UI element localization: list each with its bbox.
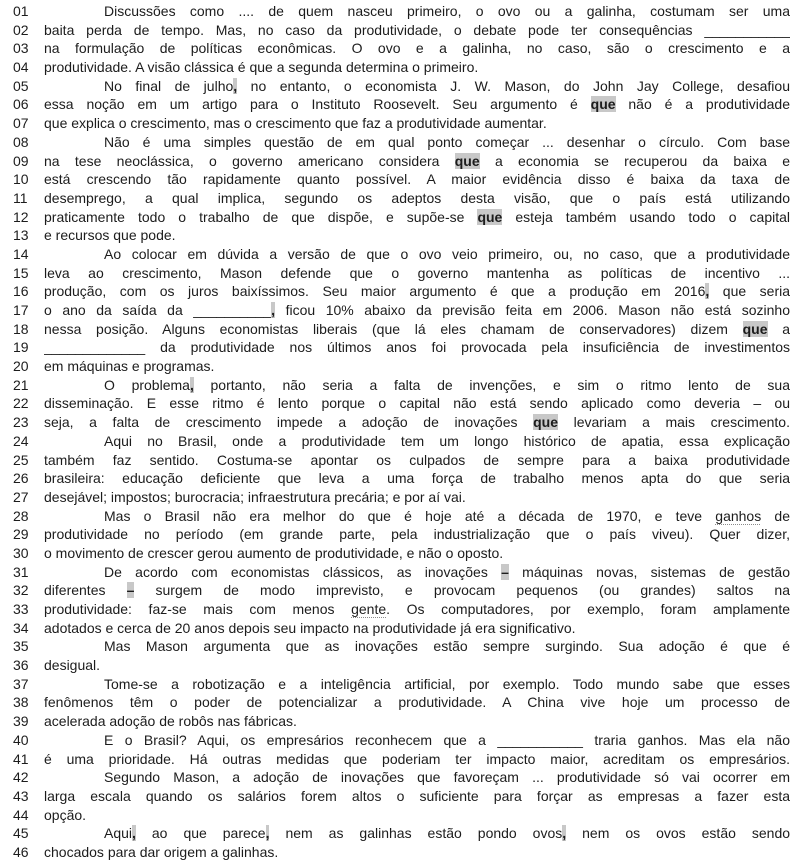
line-number: 21 (13, 376, 29, 393)
text-segment: também faz sentido. Costuma-se apontar os culpados de sempre para a baixa produtividade (44, 451, 790, 468)
line-number: 46 (13, 843, 29, 860)
line-text (44, 264, 790, 283)
text-line (0, 731, 790, 750)
line-number: 10 (13, 171, 29, 188)
text-segment: produtividade no período (em grande parte, pela industrialização que o país viveu). Quer dizer, (44, 526, 790, 543)
line-number: 19 (13, 339, 29, 356)
text-segment: portanto, não seria a falta de invenções, e sim o ritmo lento de sua (193, 376, 790, 393)
line-text (44, 637, 790, 656)
text-segment: a (767, 320, 790, 337)
line-text (44, 170, 790, 189)
line-text (44, 712, 790, 731)
text-segment: o ano da saída da __________ (44, 302, 272, 318)
text-segment: desejável; impostos; burocracia; infraestrutura precária; e por aí vai. (44, 488, 466, 505)
highlighted-word: que (454, 152, 480, 169)
text-line (0, 301, 790, 320)
line-number: 41 (13, 750, 29, 767)
line-number: 14 (13, 245, 29, 262)
text-segment: disseminação. E esse ritmo é lento porque o capital não está sendo aplicado como deveria – ou (44, 395, 790, 412)
line-number: 06 (13, 96, 29, 113)
line-text (44, 357, 790, 376)
text-line (0, 787, 790, 806)
highlighted-word: que (533, 414, 558, 431)
line-text (44, 619, 790, 638)
line-number: 09 (13, 152, 29, 169)
text-line (0, 563, 790, 582)
text-segment: produtividade: faz-se mais com menos (44, 601, 352, 617)
line-number: 22 (13, 395, 29, 412)
line-text (44, 806, 790, 825)
text-segment: nem as galinhas estão pondo ovos (269, 825, 563, 842)
text-segment: Ao colocar em dúvida a versão de que o ovo veio primeiro, ou, no caso, que a produtividade (104, 245, 790, 262)
line-text (44, 451, 790, 470)
text-line (0, 525, 790, 544)
text-segment: Aqui no Brasil, onde a produtividade tem um longo histórico de apatia, essa explicação (104, 432, 790, 449)
highlighted-word: , (271, 302, 276, 318)
text-line (0, 2, 790, 21)
dotted-underline-word: gente (351, 601, 387, 617)
text-segment: nem os ovos estão sendo (566, 825, 790, 842)
line-text (44, 469, 790, 488)
highlighted-word: , (562, 825, 567, 842)
line-text (44, 376, 790, 395)
text-segment: _____________ da produtividade nos últimos anos foi provocada pela insuficiência de investimentos (44, 339, 790, 356)
line-number: 08 (13, 133, 29, 150)
line-text (44, 282, 790, 301)
highlighted-word: – (126, 582, 135, 599)
line-number: 31 (13, 563, 29, 580)
text-line (0, 95, 790, 114)
text-segment: no entanto, o economista J. W. Mason, do John Jay College, desafiou (237, 77, 790, 94)
text-segment: é uma prioridade. Há outras medidas que poderiam ter impacto maior, acreditam os empresários. (44, 750, 790, 767)
text-segment: Segundo Mason, a adoção de inovações que favoreçam ... produtividade só vai ocorrer em (104, 769, 790, 786)
line-text (44, 39, 790, 58)
line-text (44, 245, 790, 264)
text-line (0, 600, 790, 619)
line-text (44, 189, 790, 208)
text-segment: E o Brasil? Aqui, os empresários reconhecem que a ___________ traria ganhos. Mas ela não (104, 731, 790, 748)
text-segment: produção, com os juros baixíssimos. Seu maior argumento é que a produção em 2016 (44, 283, 706, 300)
text-segment: leva ao crescimento, Mason defende que o governo mantenha as políticas de incentivo ... (44, 264, 790, 281)
highlighted-word: , (189, 376, 194, 393)
text-segment: que explica o crescimento, mas o crescimento que faz a produtividade aumentar. (44, 115, 547, 132)
line-number: 17 (13, 302, 29, 318)
line-number: 36 (13, 657, 29, 674)
highlighted-word: que (742, 320, 768, 337)
text-line (0, 21, 790, 40)
text-line (0, 394, 790, 413)
line-text (44, 507, 790, 526)
highlighted-word: que (477, 208, 503, 225)
text-line (0, 170, 790, 189)
text-segment: em máquinas e programas. (44, 358, 215, 375)
text-line (0, 843, 790, 862)
line-text (44, 77, 790, 96)
line-text (44, 843, 790, 862)
text-segment: essa noção em um artigo para o Instituto Roosevelt. Seu argumento é (44, 96, 591, 113)
line-number: 44 (13, 806, 29, 823)
line-text (44, 563, 790, 582)
line-text (44, 768, 790, 787)
text-line (0, 581, 790, 600)
line-text (44, 750, 790, 769)
line-text (44, 133, 790, 152)
line-number: 30 (13, 544, 29, 561)
text-line (0, 376, 790, 395)
line-text (44, 600, 790, 619)
text-line (0, 768, 790, 787)
text-line (0, 637, 790, 656)
text-line (0, 338, 790, 357)
text-line (0, 264, 790, 283)
text-segment: brasileira: educação deficiente que leva a uma força de trabalho menos apta do que seria (44, 470, 790, 487)
line-number: 40 (13, 731, 29, 748)
text-segment: fenômenos têm o poder de potencializar a produtividade. A China vive hoje um processo de (44, 694, 790, 711)
text-line (0, 245, 790, 264)
text-segment: surgem de modo imprevisto, e provocam pequenos (ou grandes) saltos na (134, 582, 790, 599)
text-segment: ao que parece (135, 825, 266, 842)
text-segment: Mas o Brasil não era melhor do que é hoje até a década de 1970, e teve (104, 507, 716, 524)
line-text (44, 338, 790, 357)
line-text (44, 301, 790, 320)
text-line (0, 357, 790, 376)
text-line (0, 488, 790, 507)
line-number: 25 (13, 451, 29, 468)
text-line (0, 469, 790, 488)
text-segment: diferentes (44, 582, 127, 599)
line-number: 05 (13, 77, 29, 94)
line-text (44, 320, 790, 339)
line-text (44, 488, 790, 507)
text-segment: De acordo com economistas clássicos, as inovações (104, 563, 502, 580)
text-line (0, 189, 790, 208)
text-segment: e recursos que pode. (44, 227, 176, 244)
line-text (44, 2, 790, 21)
line-number: 35 (13, 638, 29, 655)
text-segment: levariam a mais crescimento. (557, 414, 790, 431)
text-segment: não é a produtividade (615, 96, 790, 113)
text-line (0, 619, 790, 638)
line-text (44, 787, 790, 806)
line-text (44, 58, 790, 77)
line-text (44, 208, 790, 227)
line-number: 13 (13, 227, 29, 244)
text-segment: O problema (104, 376, 190, 393)
line-number: 45 (13, 825, 29, 842)
line-text (44, 413, 790, 432)
text-segment: acelerada adoção de robôs nas fábricas. (44, 713, 297, 730)
line-text (44, 731, 790, 750)
text-segment: Discussões como .... de quem nasceu primeiro, o ovo ou a galinha, costumam ser uma (104, 3, 790, 19)
text-line (0, 114, 790, 133)
text-segment: Mas Mason argumenta que as inovações estão sempre surgindo. Sua adoção é que é (104, 638, 790, 655)
line-number: 34 (13, 619, 29, 636)
text-line (0, 133, 790, 152)
text-segment: No final de julho (104, 77, 234, 94)
text-line (0, 656, 790, 675)
line-number: 42 (13, 769, 29, 786)
text-line (0, 58, 790, 77)
line-text (44, 824, 790, 843)
text-line (0, 413, 790, 432)
line-number: 16 (13, 283, 29, 300)
line-number: 38 (13, 694, 29, 711)
text-segment: na tese neoclássica, o governo americano considera (44, 152, 455, 169)
text-segment: opção. (44, 806, 87, 823)
line-number: 12 (13, 208, 29, 225)
line-number: 43 (13, 787, 29, 804)
text-line (0, 712, 790, 731)
text-segment: larga escala quando os salários forem altos o suficiente para forçar as empresas a fazer esta (44, 787, 790, 804)
line-text (44, 152, 790, 171)
text-line (0, 432, 790, 451)
highlighted-word: , (265, 825, 270, 842)
text-segment: esteja também usando todo o capital (502, 208, 790, 225)
line-number: 28 (13, 507, 29, 524)
dotted-underline-word: ganhos (715, 507, 762, 524)
line-number: 39 (13, 713, 29, 730)
text-segment: chocados para dar origem a galinhas. (44, 843, 279, 860)
line-number: 26 (13, 470, 29, 487)
line-text (44, 581, 790, 600)
text-segment: seja, a falta de crescimento impede a adoção de inovações (44, 414, 534, 431)
text-line (0, 282, 790, 301)
line-number: 03 (13, 40, 29, 57)
line-number: 23 (13, 414, 29, 431)
text-segment: ficou 10% abaixo da previsão feita em 2006. Mason não está sozinho (275, 302, 790, 318)
line-number: 18 (13, 320, 29, 337)
text-line (0, 77, 790, 96)
line-text (44, 693, 790, 712)
text-line (0, 693, 790, 712)
text-segment: o movimento de crescer gerou aumento de produtividade, e não o oposto. (44, 544, 504, 561)
text-segment: na formulação de políticas econômicas. O ovo e a galinha, no caso, são o crescimento e a (44, 40, 790, 57)
highlighted-word: – (501, 563, 509, 580)
text-line (0, 750, 790, 769)
line-number: 29 (13, 526, 29, 543)
highlighted-word: que (590, 96, 616, 113)
line-number: 37 (13, 675, 29, 692)
line-text (44, 432, 790, 451)
text-line (0, 208, 790, 227)
line-number: 02 (13, 21, 29, 38)
text-segment: de (761, 507, 790, 524)
line-number: 24 (13, 432, 29, 449)
line-number: 15 (13, 264, 29, 281)
line-text (44, 21, 790, 40)
highlighted-word: , (233, 77, 238, 94)
line-text (44, 226, 790, 245)
line-text (44, 394, 790, 413)
text-line (0, 39, 790, 58)
text-line (0, 320, 790, 339)
text-line (0, 544, 790, 563)
line-number: 04 (13, 59, 29, 76)
text-segment: desigual. (44, 657, 101, 674)
text-line (0, 152, 790, 171)
text-segment: está crescendo tão rapidamente quanto possível. A maior evidência disso é baixa da taxa de (44, 171, 790, 188)
line-text (44, 675, 790, 694)
line-number: 27 (13, 488, 29, 505)
line-text (44, 544, 790, 563)
text-segment: . Os computadores, por exemplo, foram amplamente (386, 601, 790, 617)
line-number: 20 (13, 358, 29, 375)
text-segment: a economia se recuperou da baixa e (479, 152, 790, 169)
highlighted-word: , (705, 283, 710, 300)
line-text (44, 95, 790, 114)
text-line (0, 675, 790, 694)
text-line (0, 226, 790, 245)
text-segment: Aqui (104, 825, 133, 842)
text-segment: Não é uma simples questão de em qual ponto começar ... desenhar o círculo. Com base (104, 133, 790, 150)
line-number: 32 (13, 582, 29, 599)
line-text (44, 656, 790, 675)
text-segment: Tome-se a robotização e a inteligência artificial, por exemplo. Todo mundo sabe que esses (104, 675, 790, 692)
line-text (44, 114, 790, 133)
line-number: 33 (13, 601, 29, 617)
line-number: 01 (13, 3, 29, 19)
line-text (44, 525, 790, 544)
text-segment: máquinas novas, sistemas de gestão (508, 563, 790, 580)
text-segment: baita perda de tempo. Mas, no caso da produtividade, o debate pode ter consequências ___________ (44, 21, 790, 38)
highlighted-word: , (132, 825, 136, 842)
text-line (0, 507, 790, 526)
text-segment: adotados e cerca de 20 anos depois seu impacto na produtividade já era significativo. (44, 619, 576, 636)
line-number: 07 (13, 115, 29, 132)
line-number: 11 (13, 189, 28, 206)
text-segment: produtividade. A visão clássica é que a segunda determina o primeiro. (44, 59, 479, 76)
text-segment: nessa posição. Alguns economistas liberais (que lá eles chamam de conservadores) dizem (44, 320, 743, 337)
text-line (0, 824, 790, 843)
text-segment: que seria (709, 283, 790, 300)
text-segment: desemprego, a qual implica, segundo os adeptos desta visão, que o país está utilizando (44, 189, 790, 206)
text-line (0, 451, 790, 470)
text-segment: praticamente todo o trabalho de que dispõe, e supõe-se (44, 208, 478, 225)
text-line (0, 806, 790, 825)
